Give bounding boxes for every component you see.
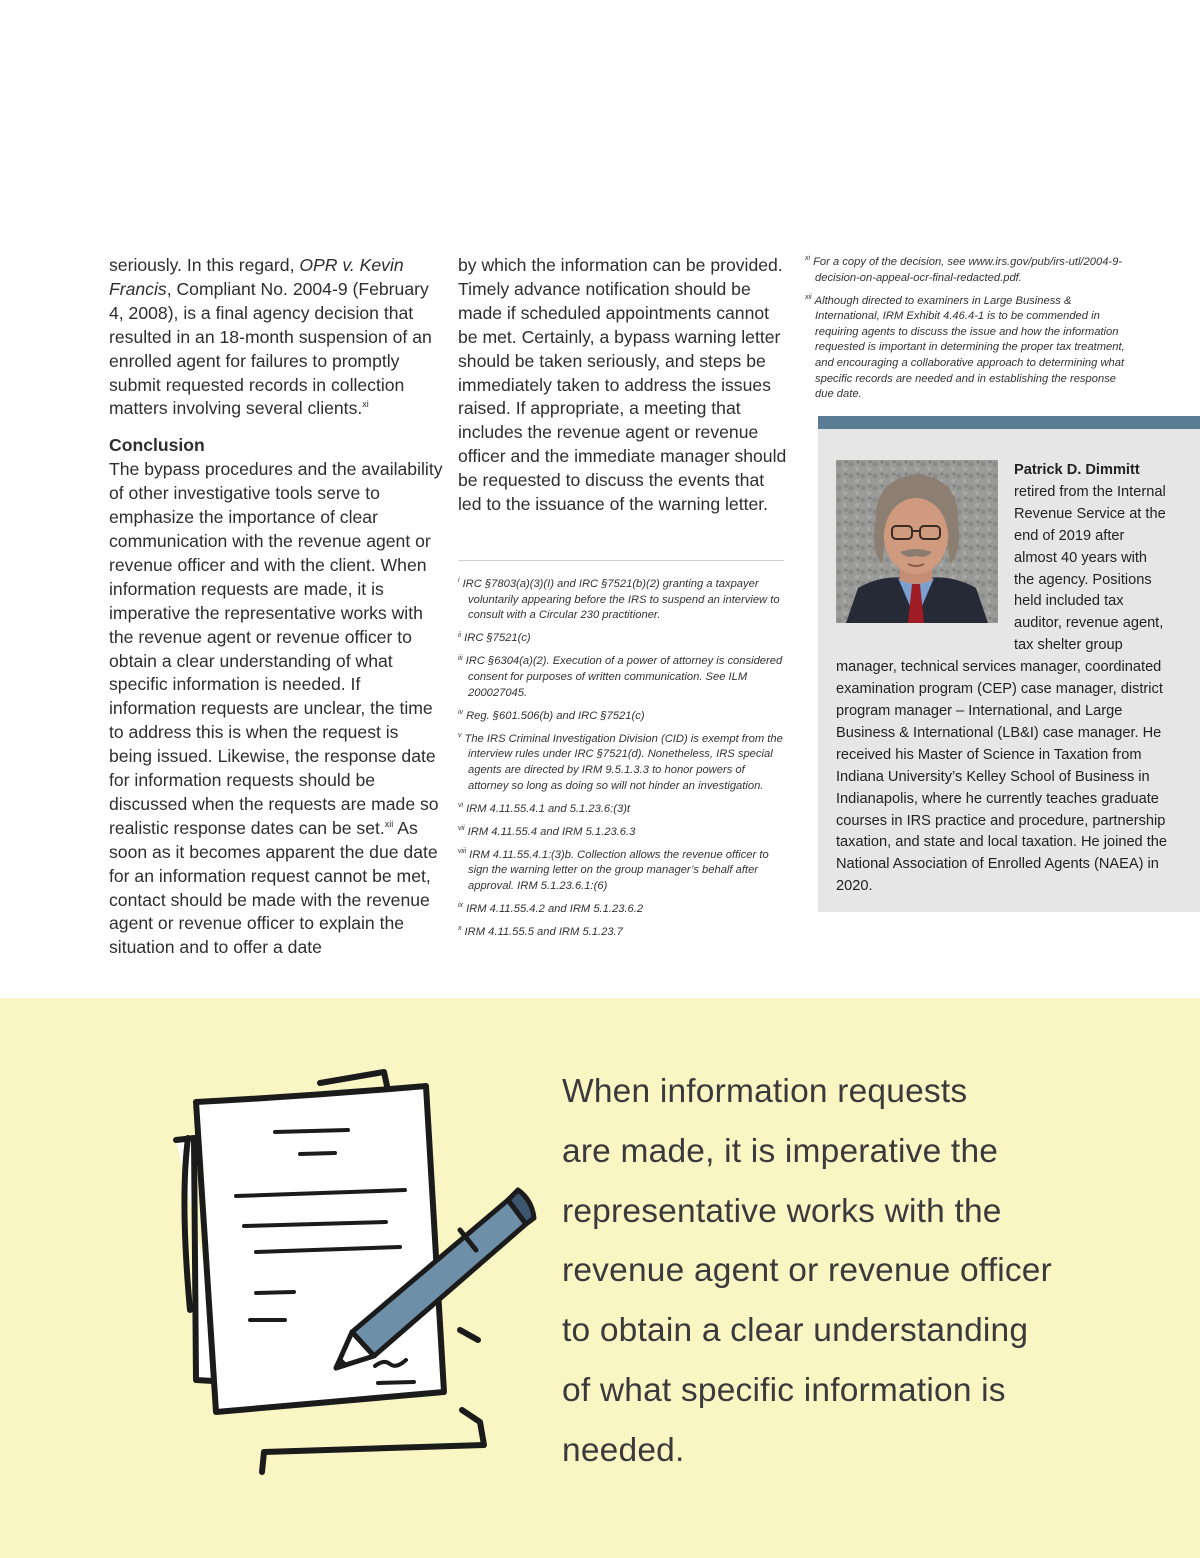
footnote-text: IRM 4.11.55.4.1:(3)b. Collection allows the revenue officer to sign the warning letter on the group manager’s behalf after approval. IRM 5.1.23.6.1:(6): [468, 848, 769, 892]
paragraph: by which the information can be provided. Timely advance notification should be made if scheduled appointments cannot be met. Certainly, a bypass warning letter should be taken seriously, and steps be immediately taken to address the issues raised. If appropriate, a meeting that includes the revenue agent or revenue officer and the immediate manager should be requested to discuss the events that led to the issuance of the warning letter.: [458, 255, 787, 515]
footnote: [805, 294, 1130, 403]
footnote-text: IRM 4.11.55.4.1 and 5.1.23.6:(3)t: [466, 802, 631, 815]
pull-quote-line: needed.: [562, 1431, 685, 1469]
footnote-number: vii: [458, 824, 465, 832]
footnote: [458, 654, 784, 701]
article-column-1: [109, 254, 444, 960]
photo-spacer: [836, 460, 1014, 636]
paragraph-text: The bypass procedures and the availability of other investigative tools serve to emphasize the importance of clear communication with the revenue agent or revenue officer and with the client. When information requests are made, it is imperative the representative works with the revenue agent or revenue officer to obtain a clear understanding of what specific information is needed. If information requests are unclear, the time to address this is when the request is being issued. Likewise, the response date for information requests should be discussed when the requests are made so realistic response dates can be set.: [109, 459, 443, 838]
footnote-number: vi: [458, 801, 464, 809]
footnote-text: IRC §6304(a)(2). Execution of a power of attorney is considered consent for purposes of written communication. See ILM 200027045.: [465, 655, 783, 699]
footnote-ref[interactable]: xii: [384, 818, 394, 829]
footnote-text: Although directed to examiners in Large Business & International, IRM Exhibit 4.46.4-1 is to be commended in requiring agents to discuss the issue and how the information requested is important in determining the proper tax treatment, and encouraging a collaborative approach to determining what specific records are needed and in establishing the response due date.: [814, 294, 1125, 401]
paragraph: [109, 458, 444, 960]
footnote: [458, 732, 784, 794]
footnote-ref[interactable]: xi: [362, 399, 369, 410]
footnote: [458, 925, 784, 941]
footnote-number: v: [458, 732, 462, 740]
author-bio: [836, 460, 1168, 898]
footnote-text: IRM 4.11.55.5 and IRM 5.1.23.7: [464, 926, 623, 939]
footnote-text: Reg. §601.506(b) and IRC §7521(c): [466, 709, 645, 722]
footnote-text: IRM 4.11.55.4 and IRM 5.1.23.6.3: [467, 825, 636, 838]
footnote-number: x: [458, 925, 462, 933]
footnote: [805, 255, 1130, 286]
footnote: [458, 902, 784, 918]
footnote-text: IRC §7803(a)(3)(I) and IRC §7521(b)(2) granting a taxpayer voluntarily appearing before the IRS to suspend an interview to consult with a Circular 230 practitioner.: [462, 578, 780, 622]
footnote-number: iv: [458, 708, 464, 716]
pull-quote-line: representative works with the: [562, 1192, 1002, 1230]
footnote: [458, 577, 784, 624]
footnote-text: IRM 4.11.55.4.2 and IRM 5.1.23.6.2: [466, 903, 644, 916]
paragraph-text: seriously. In this regard,: [109, 255, 300, 275]
case-name: OPR v. Kevin Francis: [109, 255, 404, 299]
paragraph: [109, 254, 444, 421]
footnote-number: ii: [458, 631, 462, 639]
footnote-number: viii: [458, 848, 467, 856]
author-name: Patrick D. Dimmitt: [1014, 462, 1140, 478]
section-heading: Conclusion: [109, 435, 205, 456]
footnotes: [458, 560, 784, 948]
footnote: [458, 631, 784, 647]
footnote-text: The IRS Criminal Investigation Division (CID) is exempt from the interview rules under IRC §7521(d). Nonetheless, IRS special agents are directed by IRM 9.5.1.3.3 to honor powers of attorney so long as doing so will not hinder an investigation.: [464, 732, 783, 792]
pull-quote-line: to obtain a clear understanding: [562, 1312, 1029, 1350]
pull-quote-line: When information requests: [562, 1073, 968, 1110]
footnote: [458, 825, 784, 841]
footnote-number: i: [458, 577, 460, 585]
paragraph-text: As soon as it becomes apparent the due date for an information request cannot be met, contact should be made with the revenue agent or revenue officer to explain the situation and to offer a date: [109, 817, 438, 958]
author-bio-text: retired from the Internal Revenue Service at the end of 2019 after almost 40 years with the agency. Positions held included tax auditor, revenue agent, tax shelter group manager, technical services manager, coordinated examination program (CEP) case manager, district program manager – International, and Large Business & International (LB&I) case manager. He received his Master of Science in Taxation from Indiana University’s Kelley School of Business in Indianapolis, where he currently teaches graduate courses in IRS practice and procedure, partnership taxation, and state and local taxation. He joined the National Association of Enrolled Agents (NAEA) in 2020.: [836, 483, 1168, 895]
footnote: [458, 802, 784, 818]
article-column-2: [458, 254, 788, 517]
pull-quote-line: revenue agent or revenue officer: [562, 1252, 1052, 1290]
footnote: [458, 709, 784, 725]
footnote-text: For a copy of the decision, see www.irs.gov/pub/irs-utl/2004-9-decision-on-appeal-ocr-final-redacted.pdf.: [813, 256, 1123, 284]
footnotes-continued: [805, 255, 1130, 410]
footnote: [458, 848, 784, 895]
pull-quote-line: of what specific information is: [562, 1371, 1006, 1409]
footnote-number: ix: [458, 902, 464, 910]
pull-quote: [562, 1062, 1122, 1481]
paragraph-text: , Compliant No. 2004-9 (February 4, 2008), is a final agency decision that resulted in an 18-month suspension of an enrolled agent for failures to promptly submit requested records in collection matters involving several clients.: [109, 278, 432, 419]
pull-quote-line: are made, it is imperative the: [562, 1132, 999, 1170]
footnote-number: xi: [805, 255, 811, 263]
footnote-number: iii: [458, 654, 463, 662]
footnote-number: xii: [805, 293, 812, 301]
document-pen-illustration: [160, 1050, 550, 1490]
footnote-text: IRC §7521(c): [464, 632, 531, 645]
